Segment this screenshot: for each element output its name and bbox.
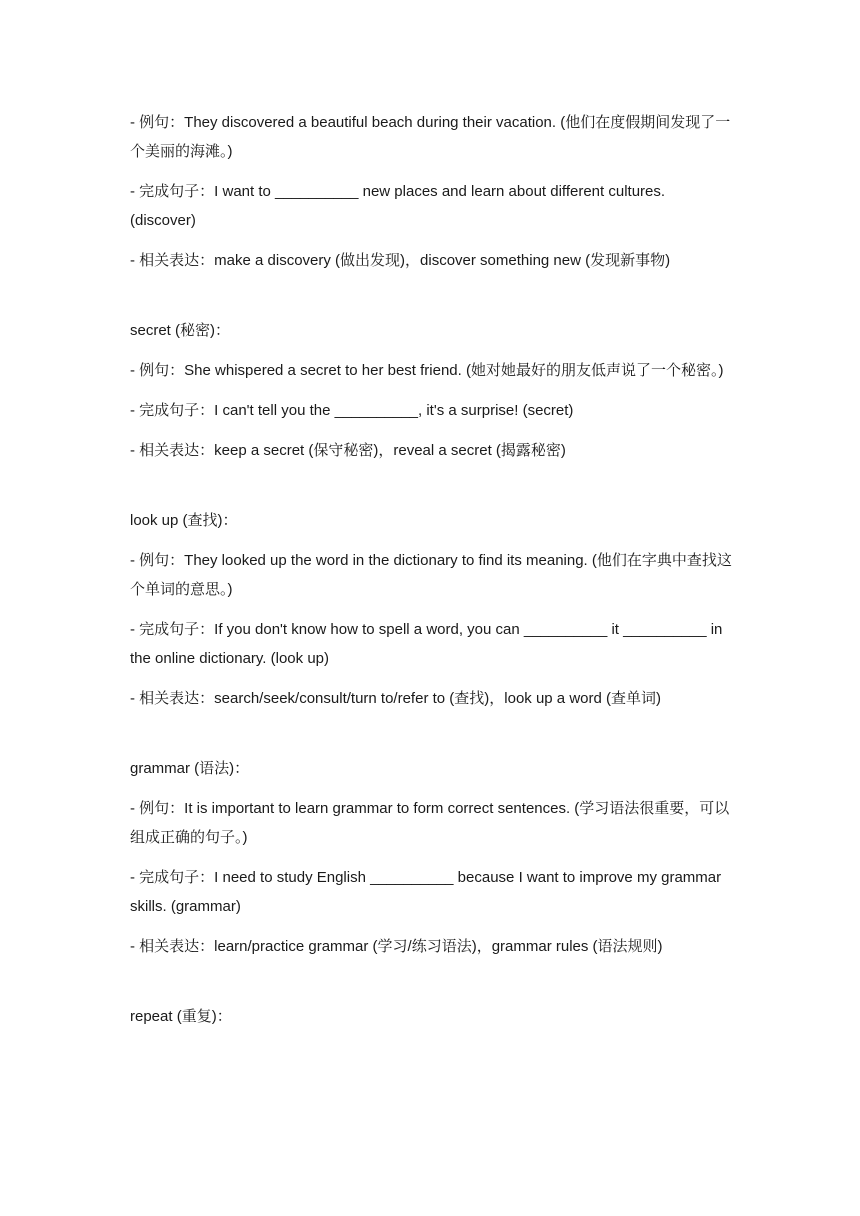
entry-grammar (130, 754, 735, 961)
spacer (130, 476, 735, 506)
entry-heading: grammar (语法)： (130, 760, 250, 777)
related-expressions: - 相关表达：learn/practice grammar (学习/练习语法)，grammar rules (语法规则) (130, 938, 663, 955)
spacer (130, 972, 735, 1002)
document-page (130, 108, 735, 1042)
complete-sentence: - 完成句子：I can't tell you the __________, it's a surprise! (secret) (130, 402, 574, 419)
example-sentence: - 例句：They looked up the word in the dictionary to find its meaning. (他们在字典中查找这个单词的意思。) (130, 552, 732, 598)
spacer (130, 724, 735, 754)
complete-sentence: - 完成句子：I need to study English __________ because I want to improve my grammar skills. (grammar) (130, 869, 722, 915)
entry-heading: look up (查找)： (130, 512, 238, 529)
related-expressions: - 相关表达：search/seek/consult/turn to/refer to (查找)，look up a word (查单词) (130, 690, 661, 707)
entry-secret (130, 316, 735, 465)
related-expressions: - 相关表达：make a discovery (做出发现)，discover something new (发现新事物) (130, 252, 671, 269)
example-sentence: - 例句：She whispered a secret to her best friend. (她对她最好的朋友低声说了一个秘密。) (130, 362, 724, 379)
complete-sentence: - 完成句子：I want to __________ new places and learn about different cultures. (discover) (130, 183, 666, 229)
entry-repeat (130, 1002, 735, 1031)
entry-heading: repeat (重复)： (130, 1008, 232, 1025)
entry-look-up (130, 506, 735, 713)
entry-discover (130, 108, 735, 275)
related-expressions: - 相关表达：keep a secret (保守秘密)，reveal a secret (揭露秘密) (130, 442, 566, 459)
spacer (130, 286, 735, 316)
example-sentence: - 例句：It is important to learn grammar to form correct sentences. (学习语法很重要，可以组成正确的句子。) (130, 800, 730, 846)
entry-heading: secret (秘密)： (130, 322, 231, 339)
complete-sentence: - 完成句子：If you don't know how to spell a word, you can __________ it __________ in the online dictionary. (look up) (130, 621, 723, 667)
example-sentence: - 例句：They discovered a beautiful beach during their vacation. (他们在度假期间发现了一个美丽的海滩。) (130, 114, 731, 160)
